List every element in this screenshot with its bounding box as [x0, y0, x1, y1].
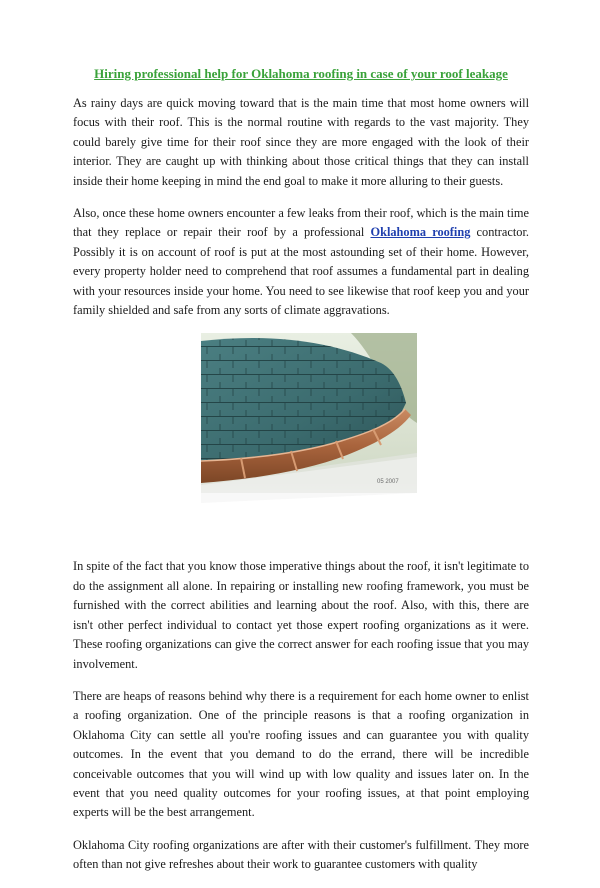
- paragraph-3: In spite of the fact that you know those imperative things about the roof, it isn't legitimate to do the assignment all alone. In repairing or installing new roofing framework, you must be furnished with the correct abilities and learning about the roof. Also, with this, there are isn't other perfect individual to contact yet those expert roofing organizations as it were. These roofing organizations can give the correct answer for each roofing issue that you may involvement.: [73, 559, 529, 671]
- roof-photo-illustration: [201, 333, 417, 547]
- roof-gutter-photo: [201, 333, 417, 547]
- oklahoma-roofing-link[interactable]: Oklahoma roofing: [370, 225, 471, 240]
- paragraph-2-text-before: Also, once these home owners encounter a few leaks from their roof, which is the main time that they replace or repair their roof by a professional: [73, 206, 529, 240]
- paragraph-2-text-after: contractor. Possibly it is on account of roof is put at the most astounding set of their home. However, every property holder need to comprehend that roof assumes a fundamental part in dealing with your resources inside your home. You need to see likewise that roof keep you and your family shielded and safe from any sorts of climate aggravations.: [73, 225, 529, 318]
- paragraph-2: [73, 204, 529, 320]
- photo-date-stamp: 05 2007: [377, 479, 399, 486]
- paragraph-4: There are heaps of reasons behind why there is a requirement for each home owner to enlist a roofing organization. One of the principle reasons is that a roofing organization in Oklahoma City can settle all you're roofing issues and can guarantee you with quality outcomes. In the event that you demand to do the errand, there will be incredible conceivable outcomes that you will wind up with low quality and issues later on. In the event that you need quality outcomes for your roofing issues, at that point employing experts will be the best arrangement.: [73, 688, 529, 820]
- paragraph-1: As rainy days are quick moving toward that is the main time that most home owners will focus with their roof. This is the normal routine with regards to the vast majority. They could barely give time for their roof since they are more engaged with the look of their interior. They are caught up with thinking about those critical things that they can install inside their home keeping in mind the end goal to make it more alluring to their guests.: [73, 96, 529, 188]
- document-page: [73, 66, 529, 888]
- document-title: Hiring professional help for Oklahoma roofing in case of your roof leakage: [94, 66, 508, 81]
- paragraph-5: Oklahoma City roofing organizations are after with their customer's fulfillment. They more often than not give refreshes about their work to guarantee customers with quality: [73, 837, 529, 872]
